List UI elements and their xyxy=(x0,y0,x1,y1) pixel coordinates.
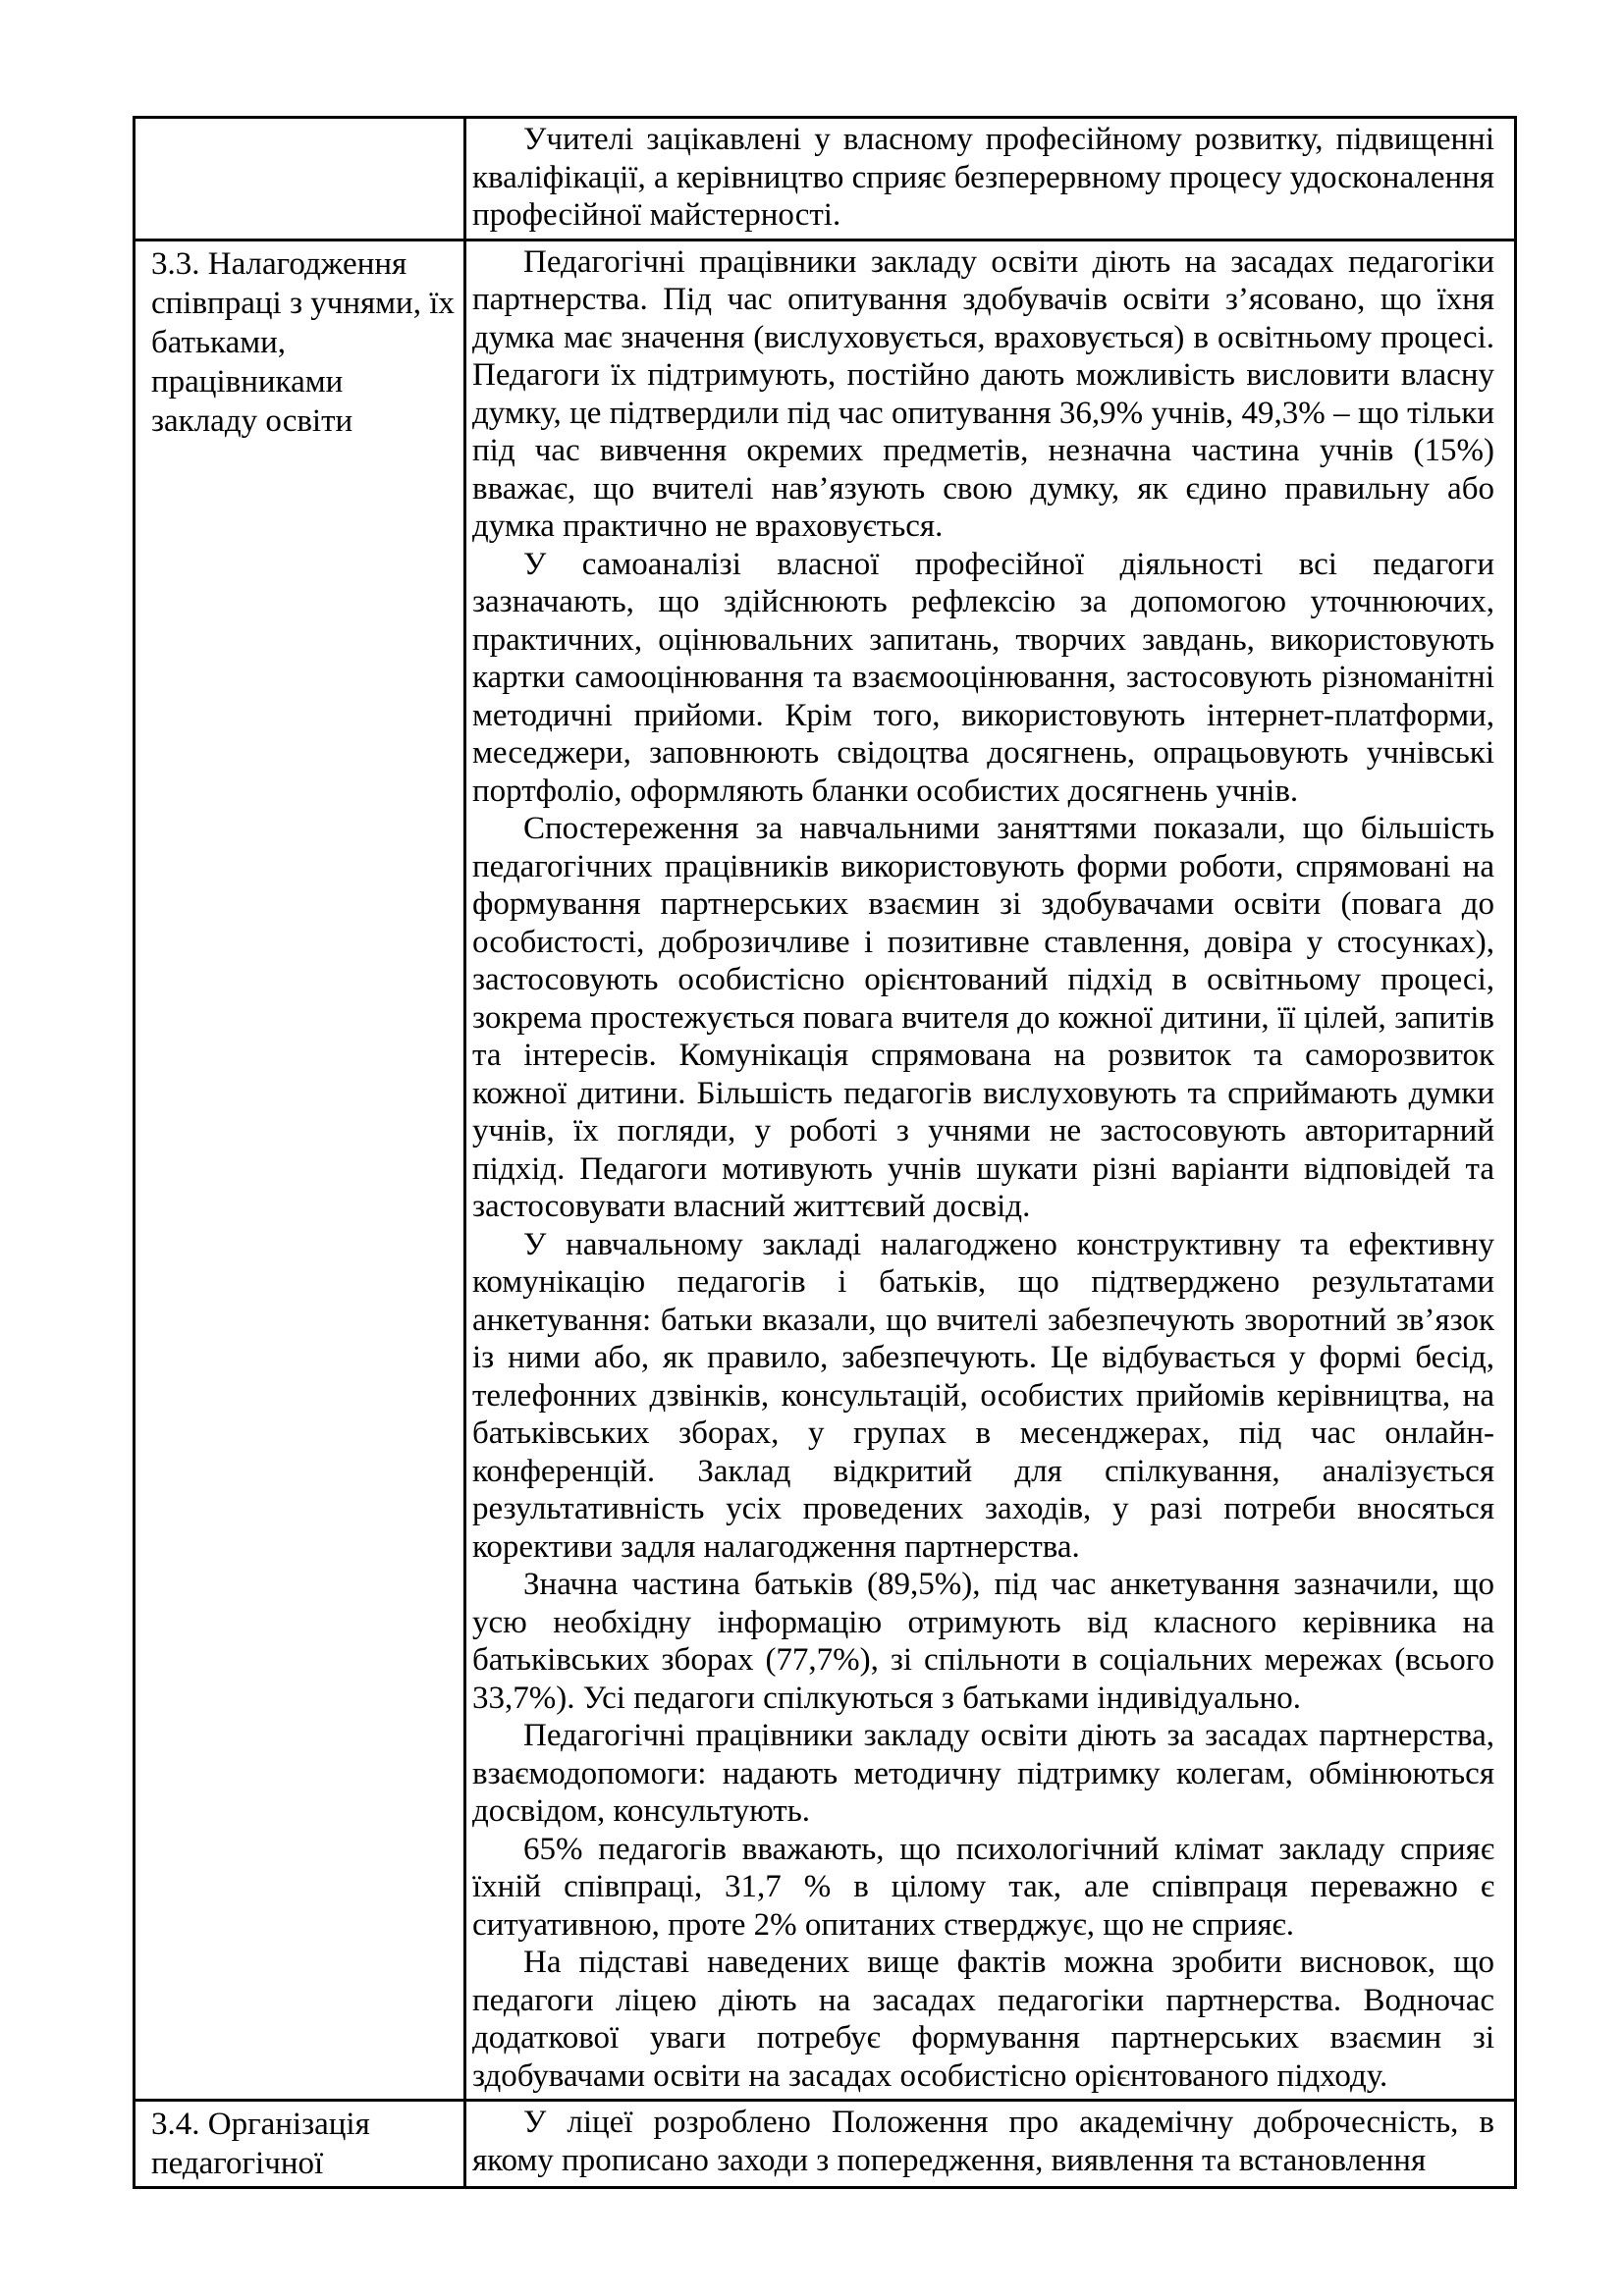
section-body-cell xyxy=(465,118,1516,240)
table-row xyxy=(135,240,1516,2101)
section-heading-cell xyxy=(135,2101,465,2188)
paragraph: У самоаналізі власної професійної діяльності всі педагоги зазначають, що здійснюють рефлексію за допомогою уточнюючих, практичних, оцінювальних запитань, творчих завдань, використовують картки самооцінювання та взаємооцінювання, застосовують різноманітні методичні прийоми. Крім того, використовують інтернет-платформи, меседжери, заповнюють свідоцтва досягнень, опрацьовують учнівські портфоліо, оформляють бланки особистих досягнень учнів. xyxy=(472,546,1494,809)
paragraph: На підставі наведених вище фактів можна зробити висновок, що педагоги ліцею діють на засадах педагогіки партнерства. Водночас додаткової уваги потребує формування партнерських взаємин зі здобувачами освіти на засадах особистісно орієнтованого підходу. xyxy=(472,1945,1494,2094)
paragraph: У навчальному закладі налагоджено конструктивну та ефективну комунікацію педагогів і батьків, що підтверджено результатами анкетування: батьки вказали, що вчителі забезпечують зворотний зв’язок із ними або, як правило, забезпечують. Це відбувається у формі бесід, телефонних дзвінків, консультацій, особистих прийомів керівництва, на батьківських зборах, у групах в месенджерах, під час онлайн-конференцій. Заклад відкритий для спілкування, аналізується результативність усіх проведених заходів, у разі потреби вносяться корективи задля налагодження партнерства. xyxy=(472,1226,1494,1565)
paragraph: Спостереження за навчальними заняттями показали, що більшість педагогічних працівників використовують форми роботи, спрямовані на формування партнерських взаємин зі здобувачами освіти (повага до особистості, доброзичливе і позитивне ставлення, довіра у стосунках), застосовують особистісно орієнтований підхід в освітньому процесі, зокрема простежується повага вчителя до кожної дитини, її цілей, запитів та інтересів. Комунікація спрямована на розвиток та саморозвиток кожної дитини. Більшість педагогів вислуховують та сприймають думки учнів, їх погляди, у роботі з учнями не застосовують авторитарний підхід. Педагоги мотивують учнів шукати різні варіанти відповідей та застосовувати власний життєвий досвід. xyxy=(472,811,1494,1224)
paragraph: Значна частина батьків (89,5%), під час анкетування зазначили, що усю необхідну інформацію отримують від класного керівника на батьківських зборах (77,7%), зі спільноти в соціальних мережах (всього 33,7%). Усі педагоги спілкуються з батьками індивідуально. xyxy=(472,1567,1494,1716)
paragraph: Учителі зацікавлені у власному професійному розвитку, підвищенні кваліфікації, а керівництво сприяє безперервному процесу удосконалення професійної майстерності. xyxy=(472,122,1494,233)
section-heading-cell xyxy=(135,118,465,240)
section-heading: 3.3. Налагодження співпраці з учнями, їх батьками, працівниками закладу освіти xyxy=(151,245,455,439)
assessment-table xyxy=(133,116,1517,2189)
section-body-cell xyxy=(465,240,1516,2101)
paragraph: Педагогічні працівники закладу освіти діють за засадах партнерства, взаємодопомоги: надають методичну підтримку колегам, обмінюються досвідом, консультують. xyxy=(472,1718,1494,1829)
paragraph: У ліцеї розроблено Положення про академічну доброчесність, в якому прописано заходи з попередження, виявлення та встановлення xyxy=(472,2105,1494,2178)
section-body-cell xyxy=(465,2101,1516,2188)
paragraph: 65% педагогів вважають, що психологічний клімат закладу сприяє їхній співпраці, 31,7 % в цілому так, але співпраця переважно є ситуативною, проте 2% опитаних стверджує, що не сприяє. xyxy=(472,1831,1494,1943)
section-heading-cell xyxy=(135,240,465,2101)
table-row xyxy=(135,2101,1516,2188)
table-row xyxy=(135,118,1516,240)
paragraph: Педагогічні працівники закладу освіти діють на засадах педагогіки партнерства. Під час опитування здобувачів освіти з’ясовано, що їхня думка має значення (вислуховується, враховується) в освітньому процесі. Педагоги їх підтримують, постійно дають можливість висловити власну думку, це підтвердили під час опитування 36,9% учнів, 49,3% – що тільки під час вивчення окремих предметів, незначна частина учнів (15%) вважає, що вчителі нав’язують свою думку, як єдино правильну або думка практично не враховується. xyxy=(472,243,1494,544)
section-heading: 3.4. Організація педагогічної xyxy=(151,2107,370,2181)
